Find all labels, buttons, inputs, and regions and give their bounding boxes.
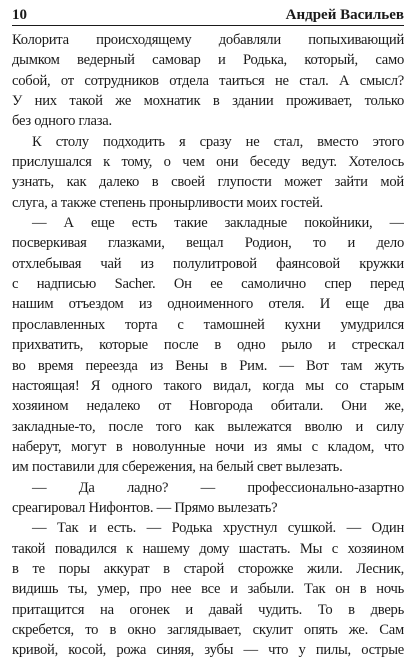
text-line: — Да ладно? — профессионально-азартно (32, 479, 404, 496)
text-line: без одного глаза. (12, 113, 112, 130)
text-line: Колорита происходящему добавляли попыхивающий (12, 32, 404, 48)
text-line: в те поры аккурат в старой сторожке жили. Лесник, (12, 560, 404, 577)
text-line: закладные-то, после того как вылежатся вволю и силу (12, 418, 404, 435)
text-line: — Так и есть. — Родька хрустнул сушкой. — Один (32, 520, 404, 537)
text-line: узнать, как далеко в своей глупости может зайти мой (12, 174, 404, 191)
page-number: 10 (12, 7, 27, 23)
text-line: нашим отъездом из одноименного отеля. И еще два (12, 296, 404, 313)
running-header (12, 4, 404, 24)
text-line: — А еще есть такие закладные покойники, — (32, 215, 404, 232)
text-line: с надписью Sacher. Он ее самолично спер перед (12, 276, 404, 293)
text-line: прихватить, которые после в одно рыло и стрескал (12, 337, 404, 354)
text-line: посверкивая глазками, вещал Родион, то и дело (12, 235, 404, 252)
text-line: У них такой же мохнатик в здании проживает, только (12, 93, 404, 110)
author-name: Андрей Васильев (285, 7, 404, 23)
text-line: наберут, могут в новолунные ночи из ямы с кладом, что (12, 438, 404, 455)
text-line: собой, от сотрудников отдела таиться не стал. А смысл? (12, 72, 404, 89)
text-line: во время переезда из Вены в Рим. — Вот там жуть (12, 357, 404, 374)
text-line: кривой, косой, рожа синяя, зубы — что у пилы, острые (12, 642, 404, 659)
text-line: хозяином недалеко от Новгорода обитали. Они же, (12, 398, 404, 415)
text-line: прислушался к тому, о чем они беседу ведут. Хотелось (12, 154, 404, 171)
header-rule (12, 25, 404, 26)
text-line: видишь ты, умер, про нее все и забыли. Так он в ночь (12, 581, 404, 598)
text-line: такой повадился к нашему дому шастать. Мы с хозяином (12, 540, 404, 557)
text-line: отхлебывая чай из полулитровой фаянсовой кружки (12, 255, 404, 272)
body-text (12, 30, 404, 661)
text-line: им поставили для сбережения, на белый свет вылезать. (12, 459, 343, 476)
text-line: прославленных торта с тамошней кухни умудрился (12, 316, 404, 333)
text-line: настоящая! Я одного такого видал, когда мы со старым (12, 377, 404, 394)
text-line: дымком ведерный самовар и Родька, который, само (12, 52, 404, 69)
text-line: слуга, а также степень пронырливости моих гостей. (12, 194, 323, 211)
text-line: притащится на огонек и давай чудить. То в дверь (12, 601, 404, 618)
text-line: среагировал Нифонтов. — Прямо вылезать? (12, 499, 278, 516)
text-line: К столу подходить я сразу не стал, вместо этого (32, 133, 404, 150)
text-line: скребется, то в окно заглядывает, скулит опять же. Сам (12, 621, 404, 638)
